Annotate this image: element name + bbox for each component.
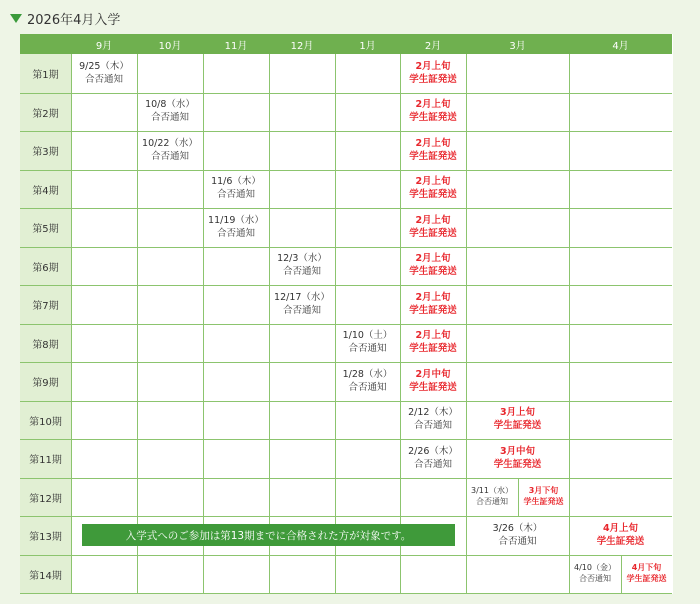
row-divider xyxy=(20,555,672,556)
row-divider xyxy=(20,93,672,94)
shipping-period: 2月上旬 xyxy=(415,253,451,265)
notification-date-cell xyxy=(569,555,621,593)
cell-split-divider xyxy=(518,478,519,516)
result-notification: 合否通知 xyxy=(150,150,189,162)
notification-date: 9/25（木） xyxy=(79,60,129,72)
shipping-date-cell xyxy=(621,555,672,593)
shipping-period: 3月中旬 xyxy=(499,445,536,457)
row-divider xyxy=(20,439,672,440)
notification-date-cell xyxy=(466,516,569,555)
shipping-period: 2月上旬 xyxy=(415,99,451,111)
section-title-text: 2026年4月入学 xyxy=(27,12,121,28)
notification-date-cell xyxy=(269,285,335,324)
student-id-shipping: 学生証発送 xyxy=(409,189,457,200)
period-label: 第4期 xyxy=(20,170,71,208)
shipping-period: 4月上旬 xyxy=(602,522,639,534)
student-id-shipping: 学生証発送 xyxy=(409,150,457,162)
period-label: 第14期 xyxy=(20,555,71,593)
shipping-date-cell xyxy=(400,93,466,131)
period-label: 第11期 xyxy=(20,439,71,478)
cell-split-divider xyxy=(621,555,622,593)
notification-date-cell xyxy=(203,170,269,208)
student-id-shipping: 学生証発送 xyxy=(409,381,457,393)
notification-date: 2/12（木） xyxy=(408,407,458,419)
row-divider xyxy=(20,170,672,171)
period-label: 第7期 xyxy=(20,285,71,324)
student-id-shipping: 学生証発送 xyxy=(596,535,645,547)
notification-date: 12/3（水） xyxy=(277,253,327,265)
period-label: 第1期 xyxy=(20,54,71,93)
row-divider xyxy=(20,516,672,517)
entrance-ceremony-notice: 入学式へのご参加は第13期までに合格された方が対象です。 xyxy=(82,524,455,546)
row-divider xyxy=(20,478,672,479)
period-label: 第10期 xyxy=(20,401,71,439)
row-divider xyxy=(20,593,672,594)
notification-date-cell xyxy=(400,439,466,478)
row-divider xyxy=(20,324,672,325)
shipping-date-cell xyxy=(400,170,466,208)
shipping-period: 4月下旬 xyxy=(631,563,662,573)
shipping-period: 2月上旬 xyxy=(415,330,451,342)
shipping-date-cell xyxy=(518,478,569,516)
notification-date-cell xyxy=(71,54,137,93)
notification-date: 3/26（木） xyxy=(492,522,543,534)
shipping-period: 2月上旬 xyxy=(415,60,451,72)
student-id-shipping: 学生証発送 xyxy=(523,497,564,506)
student-id-shipping: 学生証発送 xyxy=(493,420,542,431)
shipping-date-cell xyxy=(400,362,466,401)
notification-date-cell xyxy=(203,208,269,247)
notification-date-cell xyxy=(137,93,203,131)
shipping-date-cell xyxy=(466,401,569,439)
schedule-table xyxy=(20,34,673,594)
shipping-period: 2月上旬 xyxy=(415,137,451,149)
month-header: 3月 xyxy=(466,34,569,54)
student-id-shipping: 学生証発送 xyxy=(409,73,457,85)
notification-date-cell xyxy=(335,362,400,401)
result-notification: 合否通知 xyxy=(282,266,321,277)
shipping-date-cell xyxy=(400,285,466,324)
period-label: 第9期 xyxy=(20,362,71,401)
period-label: 第8期 xyxy=(20,324,71,362)
shipping-period: 3月上旬 xyxy=(499,407,536,419)
result-notification: 合否通知 xyxy=(150,112,189,123)
shipping-period: 2月中旬 xyxy=(415,368,451,380)
notification-date: 11/6（木） xyxy=(211,176,261,188)
period-label: 第12期 xyxy=(20,478,71,516)
student-id-shipping: 学生証発送 xyxy=(493,458,542,470)
month-header: 9月 xyxy=(71,34,137,54)
period-label: 第6期 xyxy=(20,247,71,285)
shipping-period: 2月上旬 xyxy=(415,214,451,226)
shipping-date-cell xyxy=(400,208,466,247)
result-notification: 合否通知 xyxy=(216,189,255,200)
notification-date-cell xyxy=(269,247,335,285)
section-title xyxy=(10,9,120,27)
period-label: 第2期 xyxy=(20,93,71,131)
header-corner xyxy=(20,34,71,54)
notification-date-cell xyxy=(400,401,466,439)
month-header: 12月 xyxy=(269,34,335,54)
row-divider xyxy=(20,131,672,132)
row-divider xyxy=(20,208,672,209)
result-notification: 合否通知 xyxy=(348,381,387,393)
month-header: 1月 xyxy=(335,34,400,54)
shipping-date-cell xyxy=(400,54,466,93)
notification-date: 1/28（水） xyxy=(342,368,393,380)
period-label: 第3期 xyxy=(20,131,71,170)
student-id-shipping: 学生証発送 xyxy=(409,266,457,277)
notification-date: 10/8（水） xyxy=(145,99,195,111)
row-divider xyxy=(20,401,672,402)
result-notification: 合否通知 xyxy=(413,458,452,470)
notification-date-cell xyxy=(466,478,518,516)
notification-date: 4/10（金） xyxy=(574,563,616,573)
month-header: 2月 xyxy=(400,34,466,54)
notification-date: 3/11（水） xyxy=(471,486,513,496)
student-id-shipping: 学生証発送 xyxy=(409,343,457,354)
period-label: 第13期 xyxy=(20,516,71,555)
triangle-down-icon xyxy=(10,14,22,23)
row-divider xyxy=(20,285,672,286)
shipping-date-cell xyxy=(400,247,466,285)
result-notification: 合否通知 xyxy=(348,343,387,354)
result-notification: 合否通知 xyxy=(498,535,537,547)
month-header: 10月 xyxy=(137,34,203,54)
row-divider xyxy=(20,247,672,248)
notification-date: 11/19（水） xyxy=(208,214,264,226)
student-id-shipping: 学生証発送 xyxy=(409,304,457,316)
result-notification: 合否通知 xyxy=(476,497,508,506)
shipping-period: 2月上旬 xyxy=(415,176,451,188)
student-id-shipping: 学生証発送 xyxy=(409,227,457,239)
student-id-shipping: 学生証発送 xyxy=(626,574,667,583)
notification-date: 1/10（土） xyxy=(342,330,393,342)
shipping-date-cell xyxy=(569,516,672,555)
notification-date: 10/22（水） xyxy=(142,137,198,149)
result-notification: 合否通知 xyxy=(579,574,611,583)
result-notification: 合否通知 xyxy=(84,73,123,85)
month-header: 4月 xyxy=(569,34,672,54)
notification-date: 2/26（木） xyxy=(408,445,458,457)
shipping-date-cell xyxy=(466,439,569,478)
shipping-period: 3月下旬 xyxy=(528,486,559,496)
student-id-shipping: 学生証発送 xyxy=(409,112,457,123)
notification-date-cell xyxy=(137,131,203,170)
month-header: 11月 xyxy=(203,34,269,54)
result-notification: 合否通知 xyxy=(413,420,452,431)
shipping-date-cell xyxy=(400,131,466,170)
result-notification: 合否通知 xyxy=(282,304,321,316)
notification-date: 12/17（水） xyxy=(274,291,330,303)
shipping-date-cell xyxy=(400,324,466,362)
row-divider xyxy=(20,362,672,363)
result-notification: 合否通知 xyxy=(216,227,255,239)
period-label: 第5期 xyxy=(20,208,71,247)
notification-date-cell xyxy=(335,324,400,362)
shipping-period: 2月上旬 xyxy=(415,291,451,303)
